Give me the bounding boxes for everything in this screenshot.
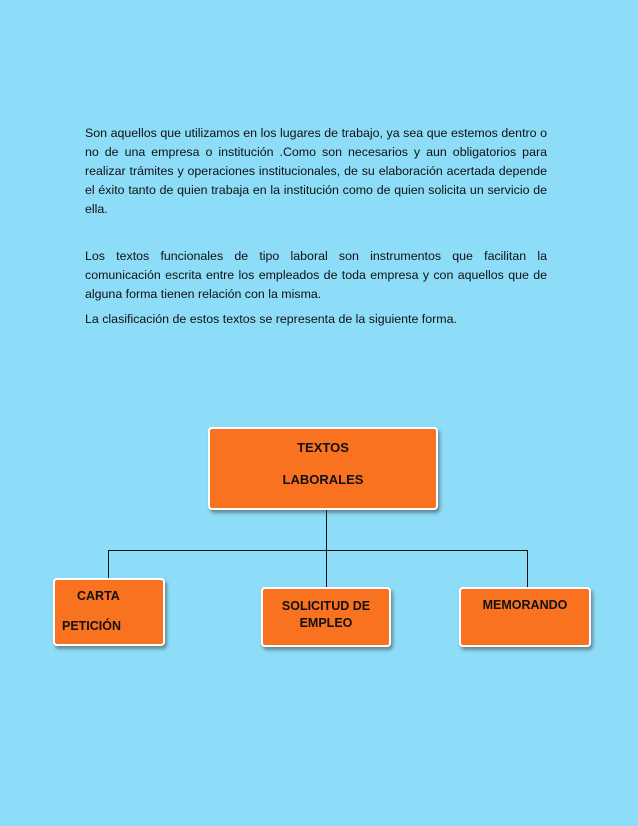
root-label-line2: LABORALES	[282, 472, 364, 487]
carta-label-line2: PETICIÓN	[62, 619, 122, 633]
diagram-box-solicitud	[261, 587, 391, 647]
carta-label-line1: CARTA	[77, 589, 120, 603]
connector-center-drop	[326, 550, 327, 588]
solicitud-label-line1: SOLICITUD DE	[281, 599, 371, 613]
connector-horizontal	[108, 550, 528, 551]
connector-right-drop	[527, 550, 528, 588]
solicitud-label-line2: EMPLEO	[299, 616, 353, 630]
diagram-root-box	[208, 427, 438, 510]
intro-paragraph: Son aquellos que utilizamos en los lugares de trabajo, ya sea que estemos dentro o no de una empresa o institución .Como son necesarios y aun obligatorios para realizar trámites y operaciones institucionales, de su elaboración acertada depende el éxito tanto de quien trabaja en la institución como de quien solicita un servicio de ella.	[85, 126, 547, 216]
classification-paragraph: La clasificación de estos textos se representa de la siguiente forma.	[85, 312, 457, 326]
description-paragraph: Los textos funcionales de tipo laboral son instrumentos que facilitan la comunicación escrita entre los empleados de toda empresa y con aquellos que de alguna forma tienen relación con la misma.	[85, 249, 547, 301]
connector-root-vertical	[326, 510, 327, 551]
root-label-line1: TEXTOS	[297, 440, 349, 455]
diagram-box-carta	[53, 578, 165, 646]
connector-left-drop	[108, 550, 109, 579]
diagram-box-memorando	[459, 587, 591, 647]
memorando-label: MEMORANDO	[482, 598, 568, 612]
